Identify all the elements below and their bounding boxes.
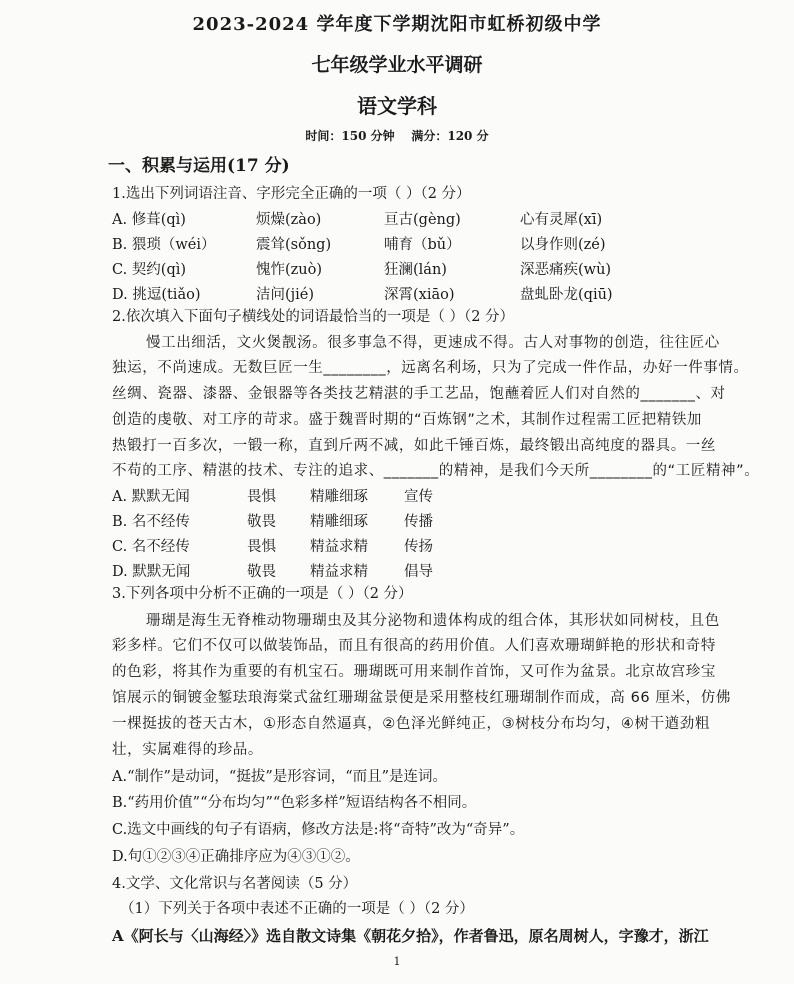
q3-passage-line-underlined: 彩多样。它们不仅可以做装饰品，而且有很高的药用价值。人们喜欢珊瑚鲜艳的形状和奇特 [112,638,716,654]
q1-option-a: A. 修葺(qì) [112,212,186,228]
q3-option-d: D.句①②③④正确排序应为④③①②。 [112,849,360,865]
q1-option-c-word2: 愧怍(zuò) [256,262,323,278]
q1-option-c-word4: 深恶痛疾(wù) [520,262,612,278]
q2-option-d-word4: 倡导 [404,564,433,580]
q1-option-b-word3: 哺育（bǔ） [384,237,461,253]
q2-passage-line: 创造的虔敬、对工序的苛求。盛于魏晋时期的“百炼钢”之术，其制作过程需工匠把精铁加 [112,412,703,428]
q1-option-a-word3: 亘古(gèng) [384,212,461,228]
q3-passage-line: 珊瑚是海生无脊椎动物珊瑚虫及其分泌物和遗体构成的组合体，其形状如同树枝，且色 [146,613,720,629]
q3-option-a: A.“制作”是动词，“挺拔”是形容词，“而且”是连词。 [112,769,448,785]
question-1-stem: 1.选出下列词语注音、字形完全正确的一项（ ）（2 分） [112,186,471,202]
q1-option-d-word4: 盘虬卧龙(qiū) [520,287,613,303]
q1-option-b: B. 猥琐（wéi） [112,237,216,253]
q2-option-c: C. 名不经传 [112,539,190,555]
q2-option-b-word2: 敬畏 [247,514,276,530]
q2-passage-line: 慢工出细活，文火煲靓汤。很多事急不得，更速成不得。古人对事物的创造，往往匠心 [146,335,720,351]
q2-option-a-word3: 精雕细琢 [310,489,368,505]
q3-passage-line: 馆展示的铜镀金錾珐琅海棠式盆红珊瑚盆景便是采用整枝红珊瑚制作而成，高 66 厘米，仿佛 [112,690,731,706]
question-3-stem: 3.下列各项中分析不正确的一项是（ ）（2 分） [112,586,413,602]
q1-option-b-word2: 震耸(sǒng) [256,237,332,253]
section-heading: 一、积累与运用(17 分) [108,156,290,176]
q2-option-b-word4: 传播 [404,514,433,530]
exam-meta: 时间：150 分钟 满分：120 分 [305,129,489,143]
q3-passage-line: 壮，实属难得的珍品。 [112,742,263,758]
q2-option-b-word3: 精雕细琢 [310,514,368,530]
q1-option-a-word2: 烦燥(zào) [256,212,322,228]
q4-option-a: A《阿长与〈山海经〉》选自散文诗集《朝花夕拾》，作者鲁迅，原名周树人，字豫才，浙江 [112,927,709,945]
q3-passage-line-underlined: 的色彩，将其作为重要的有机宝石。珊瑚既可用来制作首饰，又可作为盆景。北京故宫珍宝 [112,664,716,680]
q2-option-a: A. 默默无闻 [112,489,190,505]
q2-option-d-word2: 敬畏 [247,564,276,580]
exam-title: 七年级学业水平调研 [311,54,483,76]
q2-option-d: D. 默默无闻 [112,564,191,580]
q2-option-a-word2: 畏惧 [247,489,276,505]
q2-option-c-word4: 传扬 [404,539,433,555]
q2-option-a-word4: 宣传 [404,489,433,505]
question-2-stem: 2.依次填入下面句子横线处的词语最恰当的一项是（ ）（2 分） [112,309,515,325]
q1-option-c: C. 契约(qì) [112,262,187,278]
q2-passage-line: 热锻打一百多次，一锻一称，直到斤两不减，如此千锤百炼，最终锻出高纯度的器具。一丝 [112,438,716,454]
q2-option-b: B. 名不经传 [112,514,190,530]
question-4-stem: 4.文学、文化常识与名著阅读（5 分） [112,876,358,892]
subject-title: 语文学科 [357,94,437,118]
q3-option-c: C.选文中画线的句子有语病，修改方法是:将“奇特”改为“奇异”。 [112,822,525,838]
q2-option-d-word3: 精益求精 [310,564,368,580]
q1-option-c-word3: 狂澜(lán) [384,262,447,278]
q2-option-c-word2: 畏惧 [247,539,276,555]
q2-option-c-word3: 精益求精 [310,539,368,555]
q2-passage-line: 丝绸、瓷器、漆器、金银器等各类技艺精湛的手工艺品，饱蘸着匠人们对自然的_______、对 [112,386,726,402]
q3-passage-line: 一棵挺拔的苍天古木，①形态自然逼真，②色泽光鲜纯正，③树枝分布均匀，④树干遒劲粗 [112,716,710,732]
q4-subquestion-1: （1）下列关于各项中表述不正确的一项是（ ）（2 分） [120,901,474,917]
q1-option-b-word4: 以身作则(zé) [520,237,606,253]
q3-option-b: B.“药用价值”“分布均匀”“色彩多样”短语结构各不相同。 [112,795,477,811]
q2-passage-line: 不苟的工序、精湛的技术、专注的追求、_______的精神，是我们今天所________的“工匠精神”。 [112,463,760,479]
q1-option-d: D. 挑逗(tiǎo) [112,287,201,303]
q1-option-d-word3: 深霄(xiāo) [384,287,455,303]
school-title: 2023-2024 学年度下学期沈阳市虹桥初级中学 [192,14,602,35]
q2-passage-line: 独运，不尚速成。无数巨匠一生________，远离名利场，只为了完成一件作品，办好一件事情。 [112,360,749,376]
page-number: 1 [393,955,401,968]
q1-option-d-word2: 洁问(jié) [256,287,315,303]
q1-option-a-word4: 心有灵犀(xī) [520,212,603,228]
